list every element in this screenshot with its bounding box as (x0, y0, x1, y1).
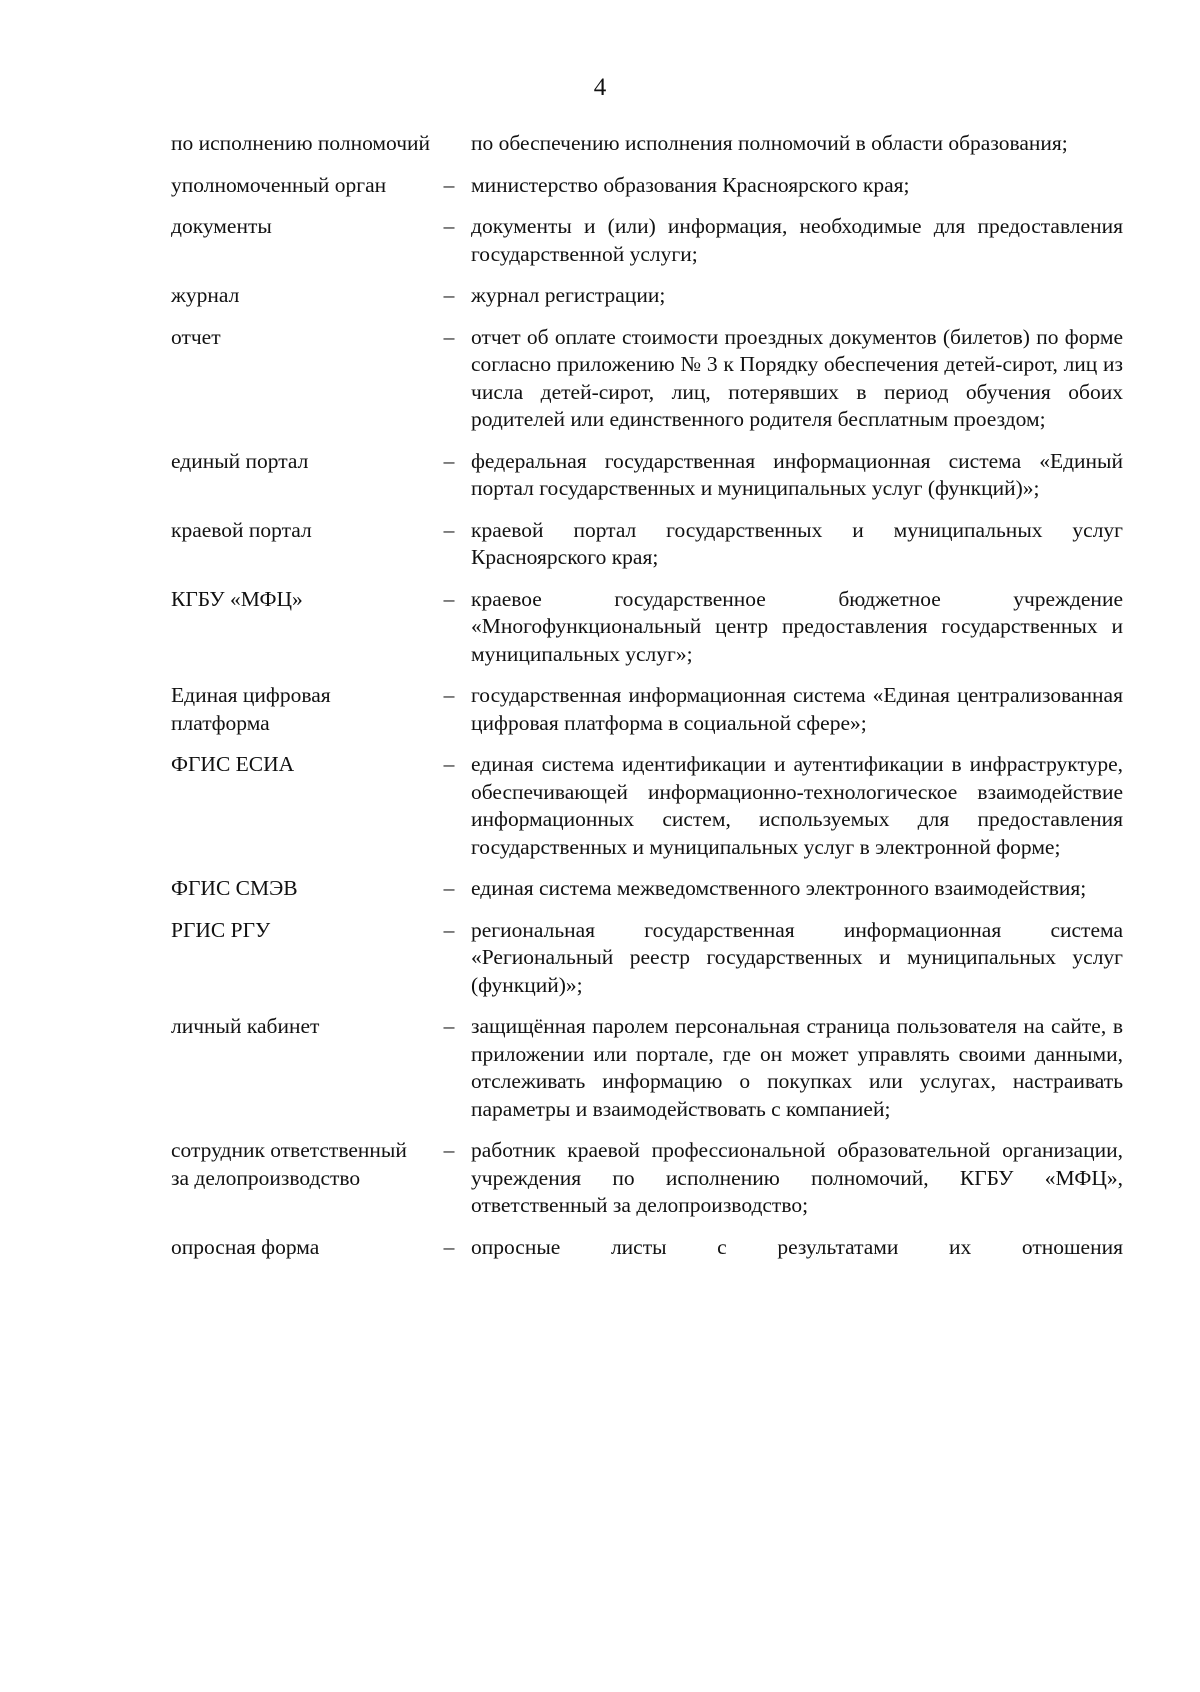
glossary-dash: – (443, 517, 455, 542)
glossary-term: уполномоченный орган (171, 172, 387, 197)
glossary-dash: – (443, 586, 455, 611)
glossary-definition: краевой портал государственных и муниципальных услуг Красноярского края; (471, 517, 1123, 569)
glossary-term: личный кабинет (171, 1014, 320, 1038)
glossary-entry (171, 213, 1123, 268)
glossary-dash: – (443, 752, 455, 776)
glossary-entry (171, 1013, 1123, 1123)
glossary-dash: – (443, 1138, 455, 1162)
glossary-dash: – (443, 324, 455, 349)
glossary-entry (171, 682, 1123, 737)
glossary-definition: отчет об оплате стоимости проездных документов (билетов) по форме согласно приложению № 3 к Порядку обеспечения детей-сирот, лиц из числа детей-сирот, лиц, потерявших в период обучения обоих родителей или единственного родителя бесплатным проездом; (471, 324, 1123, 431)
glossary-entry (171, 172, 1123, 200)
glossary-list (171, 130, 1123, 1261)
glossary-term: КГБУ «МФЦ» (171, 586, 303, 611)
glossary-term: Единая цифровая платформа (171, 683, 331, 735)
glossary-term: единый портал (171, 448, 309, 473)
glossary-definition: опросные листы с результатами их отношения (471, 1234, 1123, 1259)
glossary-entry (171, 917, 1123, 1000)
glossary-dash: – (443, 917, 455, 942)
glossary-entry (171, 875, 1123, 903)
glossary-term: сотрудник ответственный за делопроизводство (171, 1138, 407, 1190)
glossary-term: по исполнению полномочий (171, 131, 431, 155)
glossary-dash: – (443, 448, 455, 473)
glossary-definition: по обеспечению исполнения полномочий в области образования; (471, 131, 1068, 155)
glossary-definition: государственная информационная система «Единая централизованная цифровая платформа в социальной сфере»; (471, 683, 1123, 735)
glossary-term: ФГИС СМЭВ (171, 876, 298, 900)
glossary-term: отчет (171, 324, 221, 349)
glossary-definition: документы и (или) информация, необходимые для предоставления государственной услуги; (471, 214, 1123, 266)
glossary-dash: – (443, 214, 455, 238)
glossary-dash: – (443, 283, 455, 307)
glossary-dash: – (443, 876, 455, 900)
glossary-term: краевой портал (171, 517, 312, 542)
glossary-definition: краевое государственное бюджетное учреждение «Многофункциональный центр предоставления государственных и муниципальных услуг»; (471, 586, 1123, 666)
glossary-entry (171, 1137, 1123, 1220)
glossary-dash: – (443, 1014, 455, 1038)
glossary-dash: – (443, 683, 455, 707)
glossary-entry (171, 130, 1123, 158)
glossary-definition: единая система идентификации и аутентификации в инфраструктуре, обеспечивающей информационно-технологическое взаимодействие информационных систем, используемых для предоставления государственных и муниципальных услуг в электронной форме; (471, 752, 1123, 859)
glossary-entry (171, 586, 1123, 669)
glossary-entry (171, 324, 1123, 434)
glossary-entry (171, 448, 1123, 503)
glossary-entry (171, 517, 1123, 572)
glossary-definition: журнал регистрации; (471, 283, 666, 307)
glossary-dash: – (443, 172, 455, 197)
glossary-definition: защищённая паролем персональная страница пользователя на сайте, в приложении или портале, где он может управлять своими данными, отслеживать информацию о покупках или услугах, настраивать параметры и взаимодействовать с компанией; (471, 1014, 1123, 1121)
glossary-definition: работник краевой профессиональной образовательной организации, учреждения по исполнению полномочий, КГБУ «МФЦ», ответственный за делопроизводство; (471, 1138, 1123, 1217)
glossary-term: документы (171, 214, 272, 238)
glossary-definition: единая система межведомственного электронного взаимодействия; (471, 876, 1087, 900)
glossary-term: журнал (171, 283, 240, 307)
glossary-entry (171, 751, 1123, 861)
glossary-term: опросная форма (171, 1234, 320, 1259)
glossary-definition: региональная государственная информационная система «Региональный реестр государственных и муниципальных услуг (функций)»; (471, 917, 1123, 997)
glossary-definition: федеральная государственная информационная система «Единый портал государственных и муниципальных услуг (функций)»; (471, 448, 1123, 500)
glossary-term: РГИС РГУ (171, 917, 271, 942)
glossary-entry (171, 282, 1123, 310)
page-number: 4 (593, 74, 607, 101)
glossary-definition: министерство образования Красноярского края; (471, 172, 910, 197)
glossary-dash: – (443, 1234, 455, 1259)
glossary-entry (171, 1234, 1123, 1262)
glossary-term: ФГИС ЕСИА (171, 752, 295, 776)
